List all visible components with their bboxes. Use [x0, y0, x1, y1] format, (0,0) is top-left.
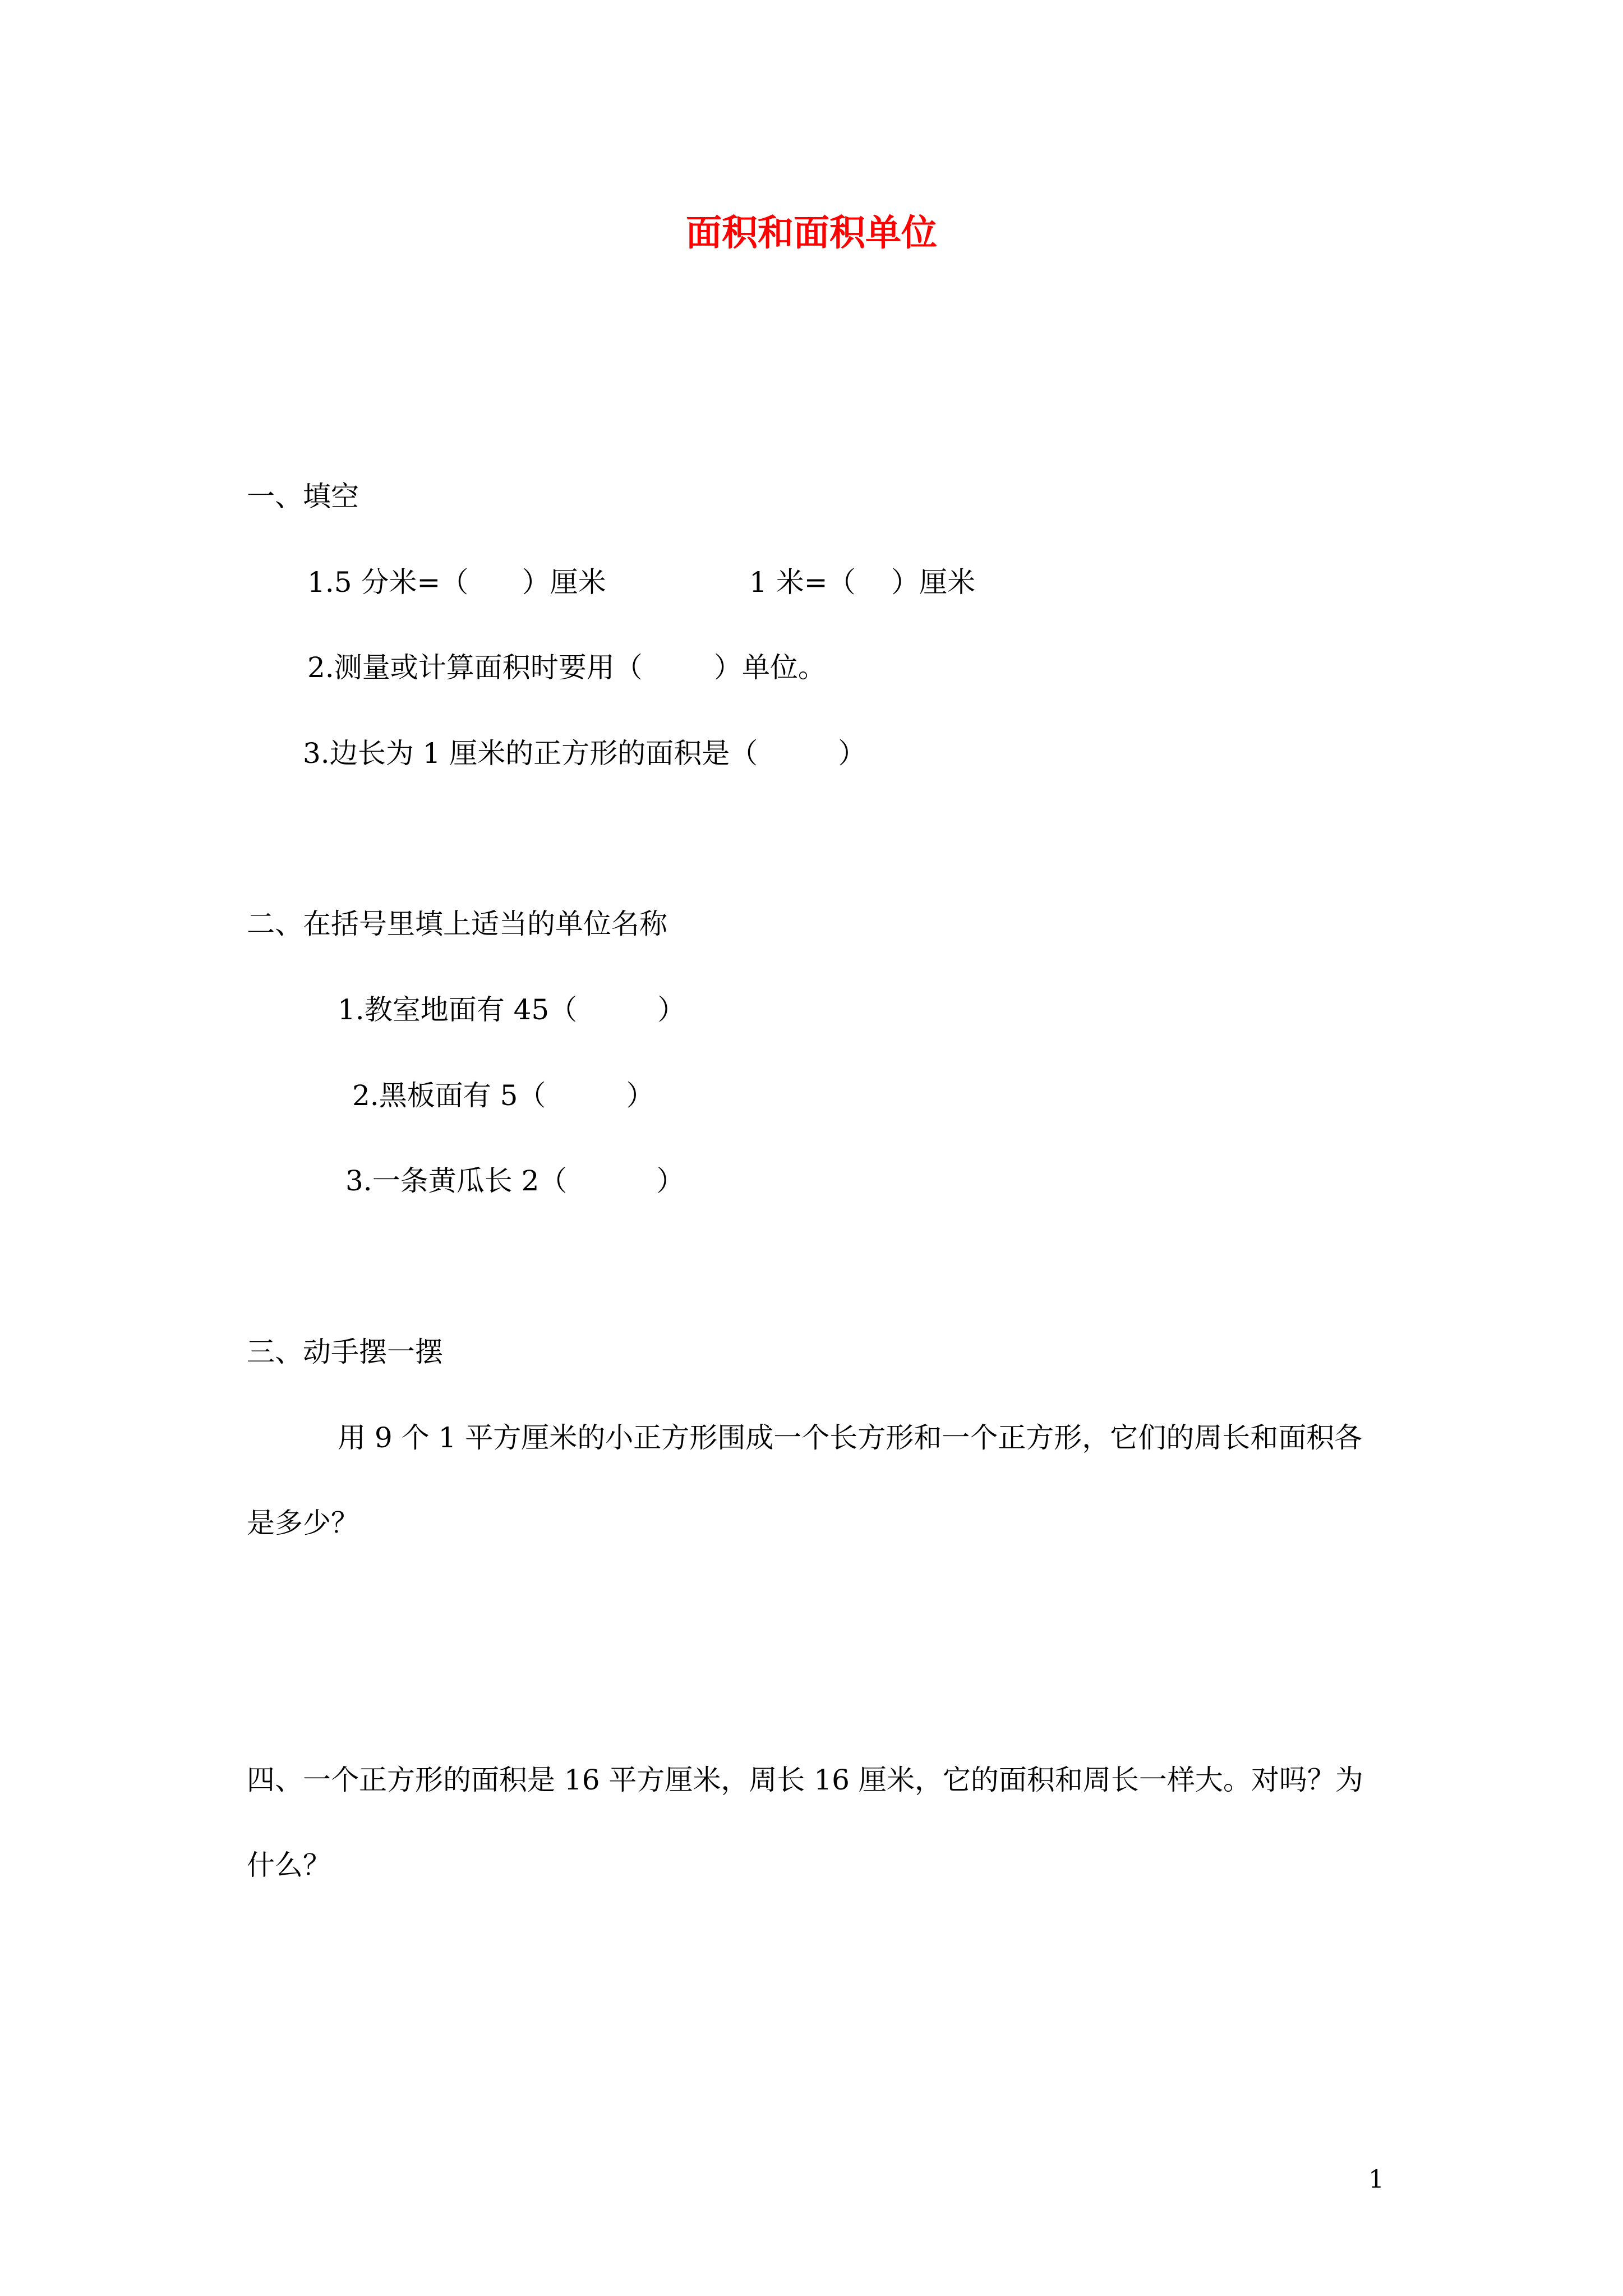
s2-question-2: 2.黑板面有 5（ ）	[352, 1079, 654, 1112]
s1-question-3: 3.边长为 1 厘米的正方形的面积是（ ）	[303, 737, 866, 770]
section-3-heading: 三、动手摆一摆	[247, 1336, 443, 1368]
s1-question-1b: 1 米=（ ）厘米	[749, 566, 976, 599]
section-2-heading: 二、在括号里填上适当的单位名称	[247, 908, 667, 940]
s1-question-1a: 1.5 分米=（ ）厘米	[307, 566, 606, 599]
document-title: 面积和面积单位	[686, 212, 937, 254]
s1-question-2: 2.测量或计算面积时要用（ ）单位。	[307, 651, 826, 684]
section-1-heading: 一、填空	[247, 480, 359, 513]
s3-body-line-1: 用 9 个 1 平方厘米的小正方形围成一个长方形和一个正方形，它们的周长和面积各	[338, 1421, 1363, 1454]
page-number: 1	[1368, 2165, 1384, 2194]
section-4-line-2: 什么？	[247, 1849, 331, 1881]
section-4-line-1: 四、一个正方形的面积是 16 平方厘米，周长 16 厘米，它的面积和周长一样大。对吗？为	[247, 1764, 1363, 1796]
s2-question-3: 3.一条黄瓜长 2（ ）	[345, 1165, 685, 1197]
s3-body-line-2: 是多少？	[247, 1507, 359, 1539]
s2-question-1: 1.教室地面有 45（ ）	[338, 993, 686, 1026]
